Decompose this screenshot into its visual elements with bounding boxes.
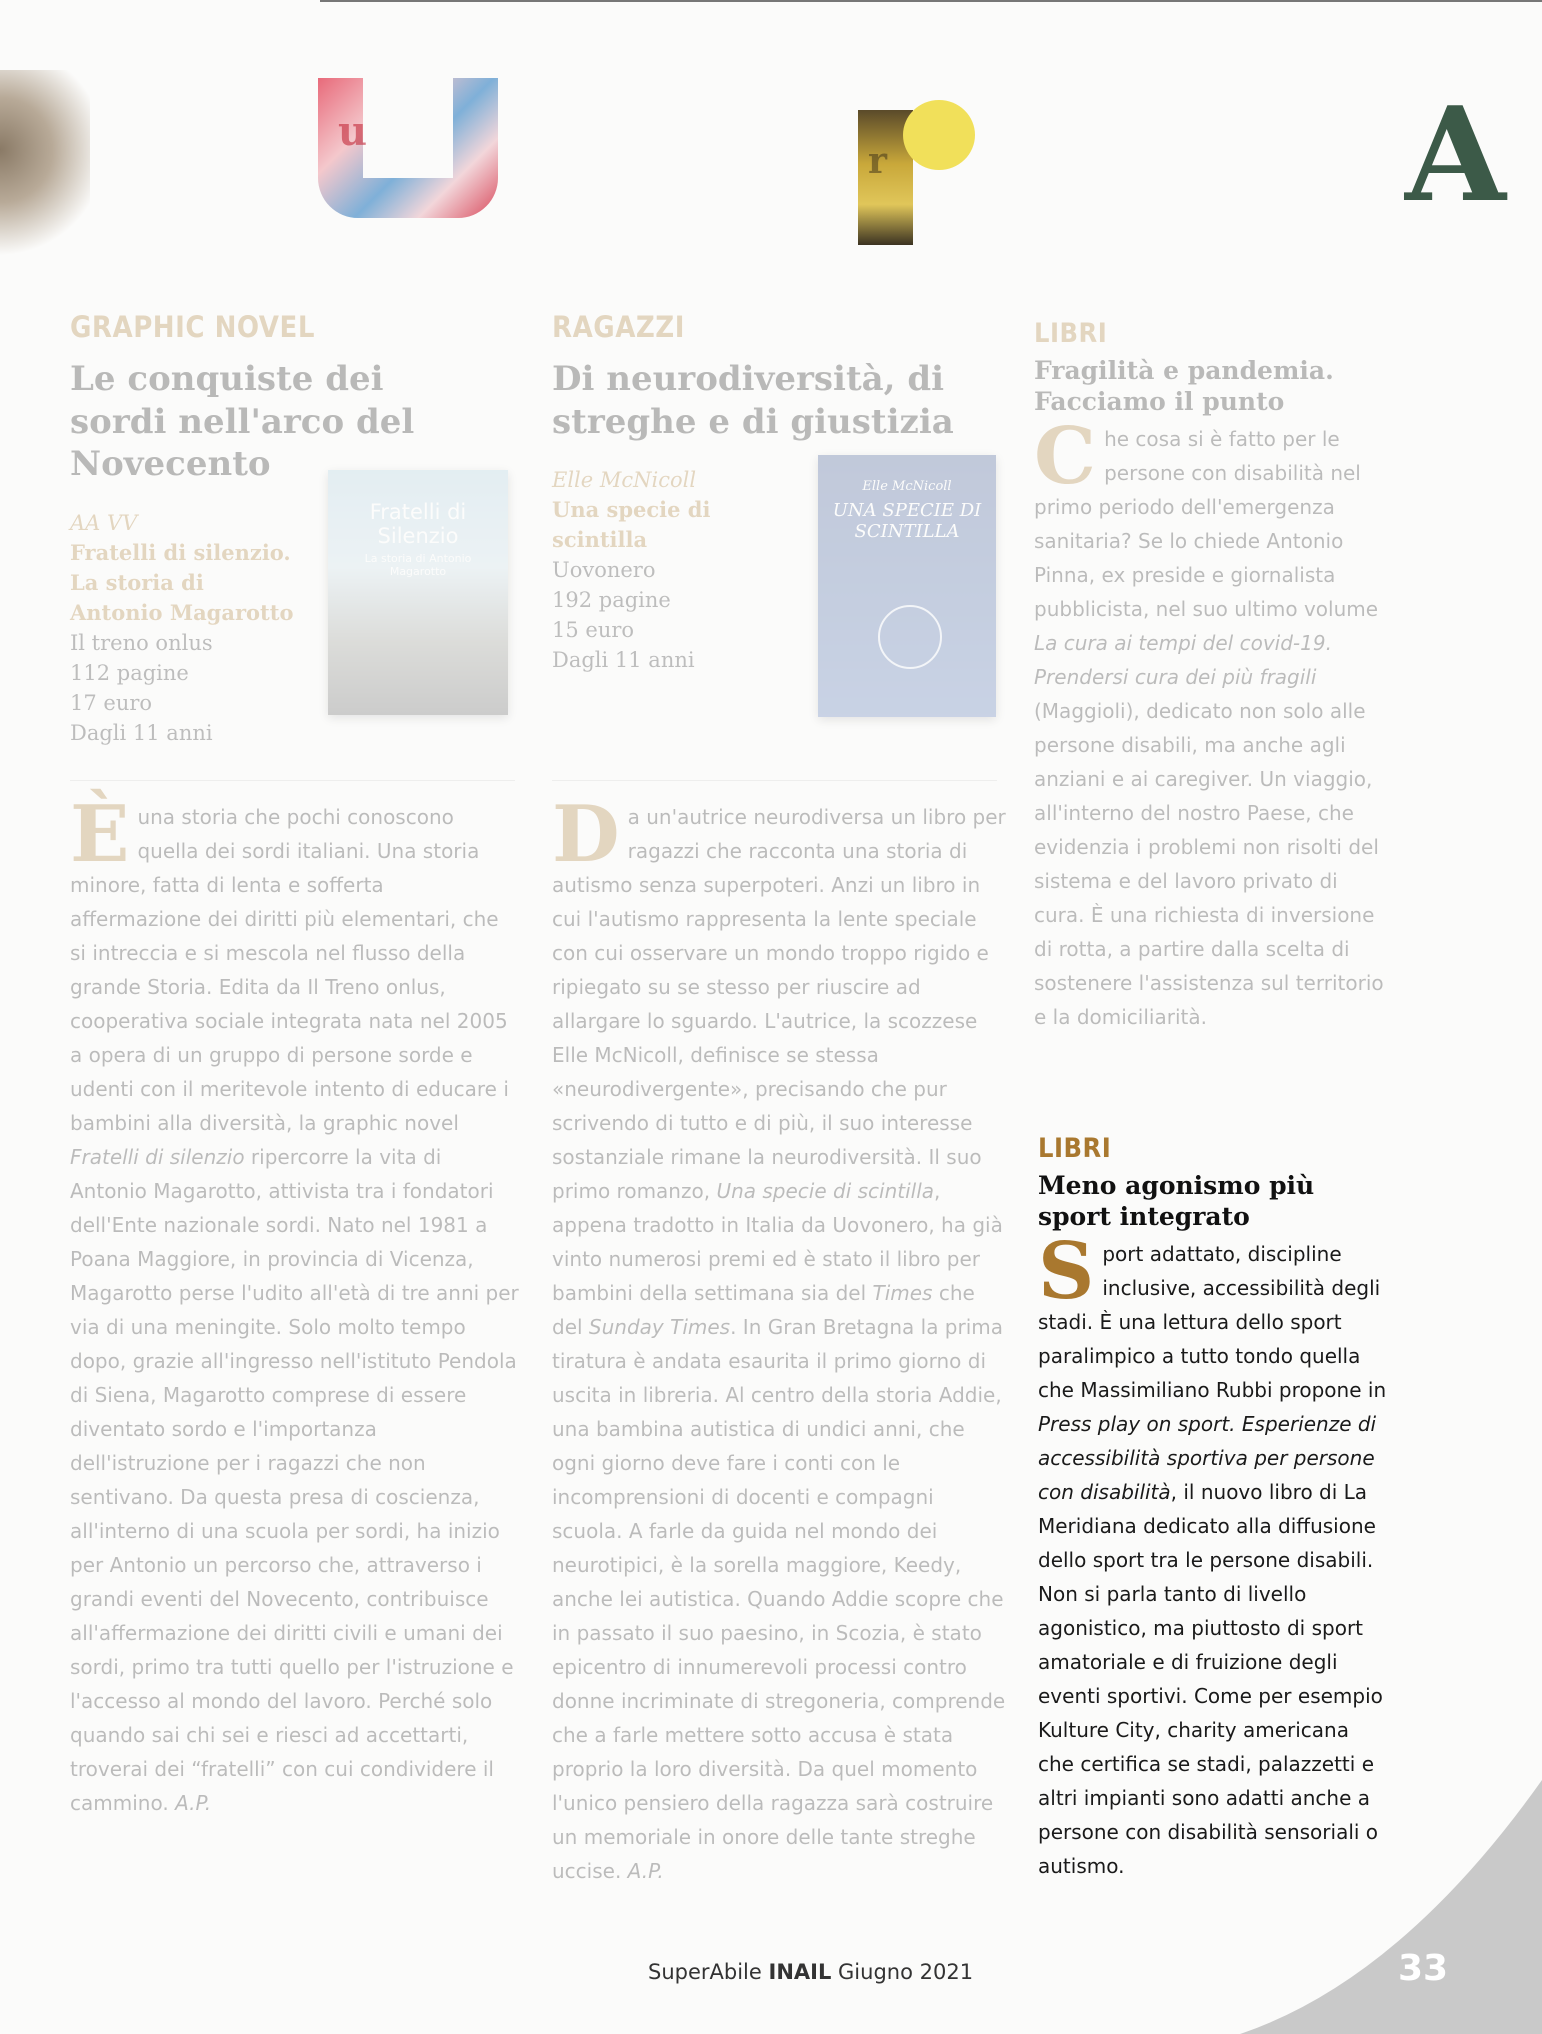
article-headline: Le conquiste dei sordi nell'arco del Novecento	[70, 359, 415, 484]
book-price: 17 euro	[70, 690, 153, 715]
body-text: . In Gran Bretagna la prima tiratura è andata esaurita il primo giorno di uscita in libreria. Al centro della storia Addie, una bambina autistica di undici anni, che ogni giorno deve fare i conti con le incomprensioni di docenti e compagni scuola. A farle da guida nel mondo dei neurotipici, è la sorella maggiore, Keedy, anche lei autistica. Quando Addie scopre che in passato il suo paesino, in Scozia, è stato epicentro di innumerevoli processi contro donne incriminate di stregoneria, comprende che a farle mettere sotto accusa è stata proprio la loro diversità. Da quel momento l'unico pensiero della ragazza sarà costruire un memoriale in onore delle tante streghe uccise.	[552, 1315, 1006, 1883]
cover-subtitle: La storia di Antonio Magarotto	[364, 552, 472, 578]
book-metadata	[552, 465, 802, 675]
section-label: LIBRI	[1034, 318, 1108, 349]
body-text: (Maggioli), dedicato non solo alle persone disabili, ma anche agli anziani e ai caregiver. Un viaggio, all'interno del nostro Paese, che evidenzia i problemi non risolti del sistema e del lavoro privato di cura. È una richiesta di inversione di rotta, a partire dalla scelta di sostenere l'assistenza sul territorio e la domiciliarità.	[1034, 698, 1384, 1029]
footer-magazine: SuperAbile	[648, 1960, 762, 1984]
book-price: 15 euro	[552, 618, 635, 642]
cover-title: Fratelli di Silenzio	[369, 500, 467, 548]
top-rule	[320, 0, 1542, 2]
body-italic-title: Press play on sport. Esperienze di accessibilità sportiva per persone con disabilità	[1038, 1411, 1377, 1504]
body-text: , appena tradotto in Italia da Uovonero, ha già vinto numerosi premi ed è stato il libro per bambini della settimana sia del	[552, 1179, 1003, 1305]
decor-letter-u-text: u	[338, 108, 368, 155]
body-italic-title: Una specie di scintilla	[716, 1179, 935, 1203]
body-italic-title: Times	[872, 1281, 933, 1305]
section-label: GRAPHIC NOVEL	[70, 310, 315, 344]
dropcap: È	[70, 789, 130, 880]
book-age: Dagli 11 anni	[70, 720, 213, 745]
dropcap: C	[1034, 410, 1097, 502]
body-italic-title: Fratelli di silenzio	[70, 1145, 245, 1169]
decor-letter-a: A	[1405, 78, 1506, 231]
column-sport	[1038, 1133, 1390, 1883]
cover-face-illustration	[878, 605, 942, 669]
body-text: che del	[552, 1281, 975, 1339]
halftone-portrait-edge	[0, 70, 90, 270]
book-pages: 192 pagine	[552, 588, 671, 612]
article-body-ragazzi	[552, 789, 1007, 1888]
body-text: he cosa si è fatto per le persone con disabilità nel primo periodo dell'emergenza sanitaria? Se lo chiede Antonio Pinna, ex preside e giornalista pubblicista, nel suo ultimo volume	[1034, 426, 1379, 621]
article-headline: Fragilità e pandemia. Facciamo il punto	[1034, 356, 1334, 417]
body-italic-title: Sunday Times	[588, 1315, 731, 1339]
body-text: una storia che pochi conoscono quella dei sordi italiani. Una storia minore, fatta di lenta e sofferta affermazione dei diritti più elementari, che si intreccia e si mescola nel flusso della grande Storia. Edita da Il Treno onlus, cooperativa sociale integrata nata nel 2005 a opera di un gruppo di persone sorde e udenti con il meritevole intento di educare i bambini alla diversità, la graphic novel	[70, 805, 509, 1135]
article-body-graphic-novel	[70, 789, 520, 1820]
book-cover-fratelli	[328, 470, 508, 715]
body-text: , il nuovo libro di La Meridiana dedicato alla diffusione dello sport tra le persone disabili. Non si parla tanto di livello agonistico, ma piuttosto di sport amatoriale e di fruizione degli eventi sportivi. Come per esempio Kulture City, charity americana che certifica se stadi, palazzetti e altri impianti sono adatti anche a persone con disabilità sensoriali o autismo.	[1038, 1479, 1383, 1878]
cover-author: Elle McNicoll	[862, 479, 952, 494]
author-signature: A.P.	[627, 1859, 664, 1883]
column-divider	[70, 780, 515, 781]
book-title: Fratelli di silenzio. La storia di Antonio Magarotto	[70, 539, 294, 625]
column-divider	[552, 780, 997, 781]
article-headline: Meno agonismo più sport integrato	[1038, 1171, 1315, 1232]
section-label: RAGAZZI	[552, 310, 685, 344]
body-italic-title: La cura ai tempi del covid-19. Prendersi cura dei più fragili	[1034, 630, 1332, 689]
dropcap: D	[552, 789, 620, 880]
footer-credit	[648, 1960, 973, 1984]
cover-title: UNA SPECIE DI SCINTILLA	[832, 500, 982, 542]
footer-brand: INAIL	[768, 1960, 832, 1984]
book-publisher: Il treno onlus	[70, 630, 213, 655]
footer-date: Giugno 2021	[838, 1960, 974, 1984]
article-body-fragilita	[1034, 410, 1384, 1034]
body-text: a un'autrice neurodiversa un libro per ragazzi che racconta una storia di autismo senza superpoteri. Anzi un libro in cui l'autismo rappresenta la lente speciale con cui osservare un mondo troppo rigido e ripiegato su se stesso per riuscire ad allargare lo sguardo. L'autrice, la scozzese Elle McNicoll, definisce se stessa «neurodivergente», precisando che pur scrivendo di tutto e di più, il suo interesse sostanziale rimane la neurodiversità. Il suo primo romanzo,	[552, 805, 1006, 1203]
book-cover-scintilla	[818, 455, 996, 717]
book-author: Elle McNicoll	[552, 468, 697, 492]
book-pages: 112 pagine	[70, 660, 189, 685]
page-curl-shape	[1180, 1780, 1542, 2034]
book-age: Dagli 11 anni	[552, 648, 695, 672]
book-metadata	[70, 508, 295, 748]
dropcap: S	[1038, 1225, 1095, 1317]
decor-letter-r	[858, 100, 978, 245]
book-publisher: Uovonero	[552, 558, 656, 582]
article-headline: Di neurodiversità, di streghe e di giustizia	[552, 359, 954, 442]
decor-letter-r-text: r	[868, 140, 887, 182]
book-author: AA VV	[70, 510, 138, 535]
author-signature: A.P.	[175, 1791, 212, 1815]
section-label: LIBRI	[1038, 1133, 1112, 1164]
column-fragilita	[1034, 318, 1384, 1034]
decor-letter-u	[318, 68, 498, 248]
page-number: 33	[1398, 1948, 1449, 1989]
body-text: port adattato, discipline inclusive, accessibilità degli stadi. È una lettura dello sport paralimpico a tutto tondo quella che Massimiliano Rubbi propone in	[1038, 1241, 1387, 1402]
book-title: Una specie di scintilla	[552, 497, 711, 552]
body-text: ripercorre la vita di Antonio Magarotto, attivista tra i fondatori dell'Ente nazionale sordi. Nato nel 1981 a Poana Maggiore, in provincia di Vicenza, Magarotto perse l'udito all'età di tre anni per via di una meningite. Solo molto tempo dopo, grazie all'ingresso nell'istituto Pendola di Siena, Magarotto comprese di essere diventato sordo e l'importanza dell'istruzione per i ragazzi che non sentivano. Da questa presa di coscienza, all'interno di una scuola per sordi, ha inizio per Antonio un percorso che, attraverso i grandi eventi del Novecento, contribuisce all'affermazione dei diritti civili e umani dei sordi, primo tra tutti quello per l'istruzione e l'accesso al mondo del lavoro. Perché solo quando sai chi sei e riesci ad accettarti, troverai dei “fratelli” con cui condividere il cammino.	[70, 1145, 519, 1815]
